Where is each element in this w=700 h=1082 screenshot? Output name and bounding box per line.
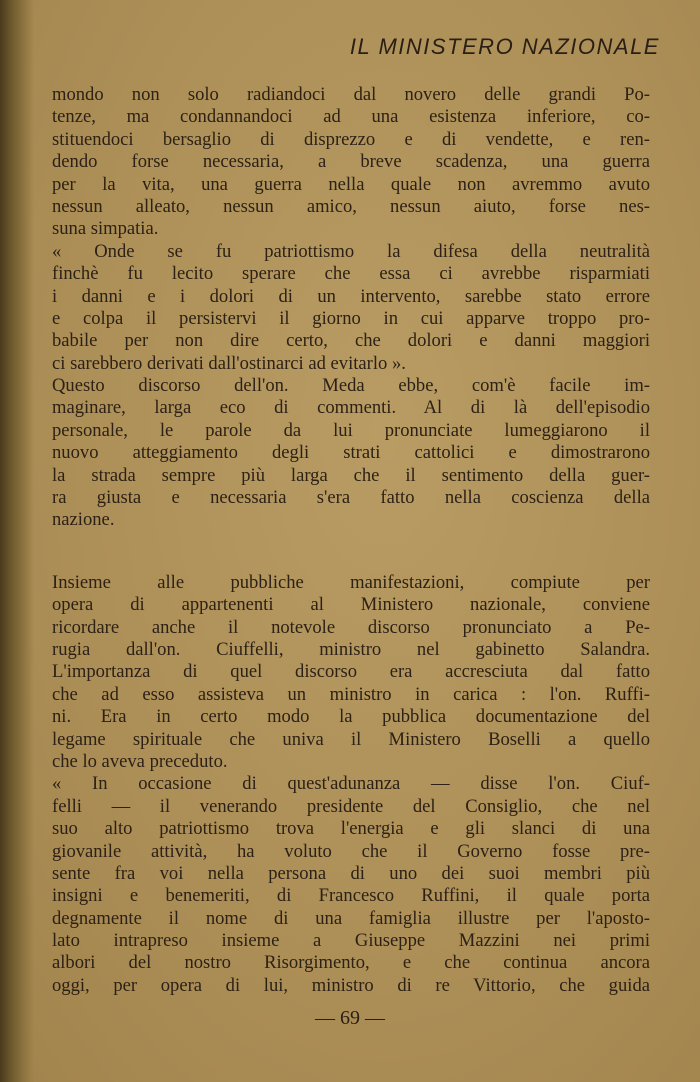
- body-text: [52, 84, 650, 997]
- text-line: che lo aveva preceduto.: [52, 750, 228, 772]
- text-line: babile per non dire certo, che dolori e danni maggiori: [52, 330, 650, 352]
- text-line: che ad esso assisteva un ministro in carica : l'on. Ruffi-: [52, 683, 650, 705]
- text-line: Insieme alle pubbliche manifestazioni, compiute per: [52, 571, 650, 593]
- text-line: mondo non solo radiandoci dal novero delle grandi Po-: [52, 84, 650, 105]
- text-line: degnamente il nome di una famiglia illustre per l'aposto-: [52, 907, 650, 929]
- text-line: suo alto patriottismo trova l'energia e gli slanci di una: [52, 818, 650, 840]
- text-line: la strada sempre più larga che il sentimento della guer-: [52, 464, 650, 486]
- paragraph-gap: [52, 532, 650, 572]
- text-line: felli — il venerando presidente del Consiglio, che nel: [52, 795, 650, 817]
- text-line: nazione.: [52, 509, 115, 531]
- text-line: suna simpatia.: [52, 218, 159, 240]
- text-line: nessun alleato, nessun amico, nessun aiuto, forse nes-: [52, 195, 650, 217]
- text-line: Questo discorso dell'on. Meda ebbe, com'è facile im-: [52, 375, 650, 397]
- text-line: finchè fu lecito sperare che essa ci avrebbe risparmiati: [52, 263, 650, 285]
- text-line: ra giusta e necessaria s'era fatto nella coscienza della: [52, 487, 650, 509]
- text-line: personale, le parole da lui pronunciate lumeggiarono il: [52, 419, 650, 441]
- text-line: lato intrapreso insieme a Giuseppe Mazzini nei primi: [52, 930, 650, 952]
- text-line: maginare, larga eco di commenti. Al di là dell'episodio: [52, 397, 650, 419]
- text-line: L'importanza di quel discorso era accresciuta dal fatto: [52, 661, 650, 683]
- text-line: sente fra voi nella persona di uno dei suoi membri più: [52, 862, 650, 884]
- text-line: e colpa il persistervi il giorno in cui apparve troppo pro-: [52, 307, 650, 329]
- running-header: IL MINISTERO NAZIONALE: [349, 34, 660, 59]
- text-line: oggi, per opera di lui, ministro di re Vittorio, che guida: [52, 974, 650, 996]
- binding-shadow: [0, 0, 34, 1082]
- page-number: — 69 —: [315, 1007, 385, 1029]
- text-line: nuovo atteggiamento degli strati cattolici e dimostrarono: [52, 442, 650, 464]
- text-line: giovanile attività, ha voluto che il Governo fosse pre-: [52, 840, 650, 862]
- text-line: opera di appartenenti al Ministero nazionale, conviene: [52, 594, 650, 616]
- text-line: « In occasione di quest'adunanza — disse l'on. Ciuf-: [52, 773, 650, 795]
- text-line: « Onde se fu patriottismo la difesa della neutralità: [52, 240, 650, 262]
- text-line: per la vita, una guerra nella quale non avremmo avuto: [52, 173, 650, 195]
- text-line: albori del nostro Risorgimento, e che continua ancora: [52, 952, 650, 974]
- text-line: stituendoci bersaglio di disprezzo e di vendette, e ren-: [52, 128, 650, 150]
- text-line: ci sarebbero derivati dall'ostinarci ad evitarlo ».: [52, 352, 406, 374]
- text-line: rugia dall'on. Ciuffelli, ministro nel gabinetto Salandra.: [52, 638, 650, 660]
- text-line: insigni e benemeriti, di Francesco Ruffini, il quale porta: [52, 885, 650, 907]
- text-line: tenze, ma condannandoci ad una esistenza inferiore, co-: [52, 106, 650, 128]
- text-line: ricordare anche il notevole discorso pronunciato a Pe-: [52, 616, 650, 638]
- text-line: dendo forse necessaria, a breve scadenza, una guerra: [52, 151, 650, 173]
- text-line: i danni e i dolori di un intervento, sarebbe stato errore: [52, 285, 650, 307]
- text-line: ni. Era in certo modo la pubblica documentazione del: [52, 706, 650, 728]
- text-line: legame spirituale che univa il Ministero Boselli a quello: [52, 728, 650, 750]
